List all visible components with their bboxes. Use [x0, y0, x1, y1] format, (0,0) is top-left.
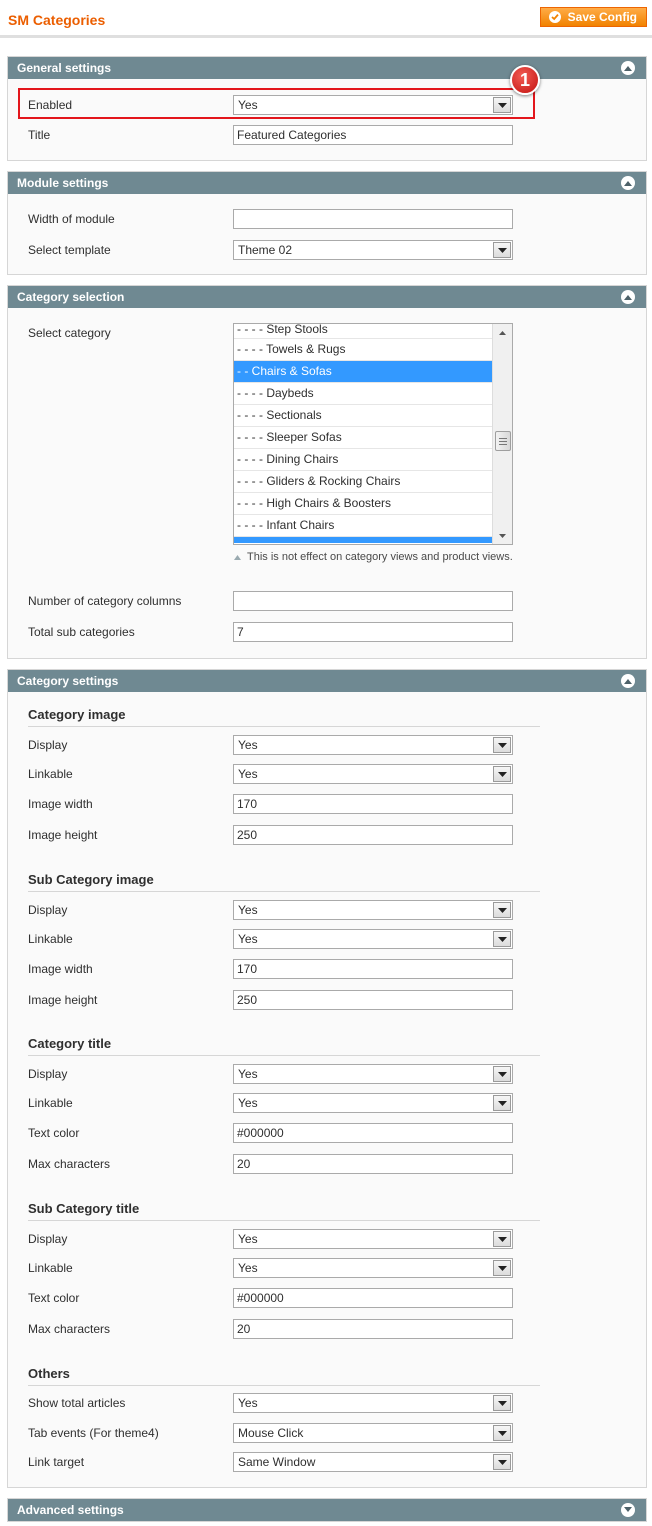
category-selection-section — [7, 285, 647, 659]
field-input[interactable] — [233, 1154, 513, 1174]
linkable-label: Linkable — [28, 1096, 73, 1110]
display-select[interactable] — [233, 900, 513, 920]
scroll-down-icon[interactable] — [493, 527, 512, 544]
field-label: Image height — [28, 993, 98, 1007]
display-label: Display — [28, 738, 68, 752]
category-columns-input[interactable] — [233, 591, 513, 611]
field-label: Image height — [28, 828, 98, 842]
select-template-label: Select template — [28, 243, 111, 257]
collapse-up-icon[interactable] — [621, 176, 635, 190]
linkable-select[interactable] — [233, 929, 513, 949]
chevron-down-icon — [493, 1425, 511, 1441]
chevron-down-icon — [493, 902, 511, 918]
group-heading: Category title — [28, 1036, 540, 1056]
show-total-articles-label: Show total articles — [28, 1396, 126, 1410]
select-template-select[interactable] — [233, 240, 513, 260]
note-text — [234, 548, 524, 566]
link-target-label: Link target — [28, 1455, 85, 1469]
triangle-up-icon — [234, 548, 241, 566]
linkable-select[interactable] — [233, 1258, 513, 1278]
advanced-settings-header[interactable] — [8, 1499, 646, 1521]
select-value: Yes — [238, 1067, 258, 1081]
show-total-articles-select[interactable] — [233, 1393, 513, 1413]
tab-events-select[interactable] — [233, 1423, 513, 1443]
enabled-label: Enabled — [28, 98, 73, 112]
select-value: Yes — [238, 1096, 258, 1110]
select-value: Yes — [238, 903, 258, 917]
display-select[interactable] — [233, 1229, 513, 1249]
tab-events-label: Tab events (For theme4) — [28, 1426, 159, 1440]
check-icon — [549, 11, 561, 23]
display-select[interactable] — [233, 1064, 513, 1084]
field-label: Image width — [28, 797, 93, 811]
list-item[interactable]: - - - - High Chairs & Boosters — [234, 493, 492, 515]
width-of-module-label: Width of module — [28, 212, 115, 226]
general-settings-header[interactable] — [8, 57, 646, 79]
total-sub-categories-input[interactable] — [233, 622, 513, 642]
select-value: Yes — [238, 932, 258, 946]
field-input[interactable] — [233, 1123, 513, 1143]
section-title: Advanced settings — [17, 1503, 124, 1517]
width-of-module-input[interactable] — [233, 209, 513, 229]
select-value: Yes — [238, 738, 258, 752]
collapse-up-icon[interactable] — [621, 61, 635, 75]
linkable-label: Linkable — [28, 767, 73, 781]
field-label: Text color — [28, 1291, 80, 1305]
list-item[interactable]: - - - - Daybeds — [234, 383, 492, 405]
field-label: Text color — [28, 1126, 80, 1140]
category-settings-header[interactable] — [8, 670, 646, 692]
save-config-label: Save Config — [567, 10, 637, 24]
field-label: Max characters — [28, 1322, 111, 1336]
title-label: Title — [28, 128, 51, 142]
list-item[interactable]: - - - - Towels & Rugs — [234, 339, 492, 361]
title-input[interactable] — [233, 125, 513, 145]
highlight-box — [18, 88, 535, 119]
general-settings-section — [7, 56, 647, 161]
display-label: Display — [28, 1067, 68, 1081]
category-listbox[interactable] — [233, 323, 513, 545]
module-settings-section — [7, 171, 647, 275]
save-config-button[interactable] — [540, 7, 647, 27]
list-item[interactable]: - - Chairs & Sofas — [234, 361, 492, 383]
list-item[interactable]: - - - - Infant Chairs — [234, 515, 492, 537]
category-selection-header[interactable] — [8, 286, 646, 308]
chevron-down-icon — [493, 1066, 511, 1082]
expand-down-icon[interactable] — [621, 1503, 635, 1517]
list-item[interactable]: - - - - Dining Chairs — [234, 449, 492, 471]
chevron-down-icon — [493, 1095, 511, 1111]
chevron-down-icon — [493, 1395, 511, 1411]
section-title: Category settings — [17, 674, 119, 688]
linkable-label: Linkable — [28, 1261, 73, 1275]
list-item[interactable]: - - - - Gliders & Rocking Chairs — [234, 471, 492, 493]
group-heading: Sub Category title — [28, 1201, 540, 1221]
field-label: Max characters — [28, 1157, 111, 1171]
field-input[interactable] — [233, 1288, 513, 1308]
chevron-down-icon — [493, 1260, 511, 1276]
select-value: Yes — [238, 1261, 258, 1275]
chevron-down-icon — [493, 766, 511, 782]
advanced-settings-section — [7, 1498, 647, 1522]
list-item[interactable]: - - - - Step Stools — [234, 324, 492, 339]
field-input[interactable] — [233, 959, 513, 979]
select-value: Yes — [238, 1232, 258, 1246]
chevron-down-icon — [493, 737, 511, 753]
chevron-down-icon — [493, 242, 511, 258]
list-item[interactable]: - - - - Sectionals — [234, 405, 492, 427]
chevron-down-icon — [493, 1454, 511, 1470]
others-heading: Others — [28, 1366, 540, 1386]
linkable-select[interactable] — [233, 764, 513, 784]
category-settings-section — [7, 669, 647, 1488]
select-category-label: Select category — [28, 326, 111, 340]
collapse-up-icon[interactable] — [621, 674, 635, 688]
select-value: Yes — [238, 1396, 258, 1410]
chevron-down-icon — [493, 1231, 511, 1247]
section-title: Category selection — [17, 290, 125, 304]
field-input[interactable] — [233, 990, 513, 1010]
enabled-select-value: Yes — [238, 98, 258, 112]
list-item[interactable]: - - - - Sleeper Sofas — [234, 427, 492, 449]
field-input[interactable] — [233, 794, 513, 814]
field-input[interactable] — [233, 825, 513, 845]
linkable-label: Linkable — [28, 932, 73, 946]
page-header — [0, 0, 652, 38]
group-heading: Sub Category image — [28, 872, 540, 892]
field-label: Image width — [28, 962, 93, 976]
linkable-select[interactable] — [233, 1093, 513, 1113]
select-value: Mouse Click — [238, 1426, 304, 1440]
link-target-select[interactable] — [233, 1452, 513, 1472]
field-input[interactable] — [233, 1319, 513, 1339]
category-columns-label: Number of category columns — [28, 594, 182, 608]
select-value: Yes — [238, 767, 258, 781]
display-select[interactable] — [233, 735, 513, 755]
scroll-up-icon[interactable] — [493, 324, 512, 341]
group-heading: Category image — [28, 707, 540, 727]
total-sub-categories-label: Total sub categories — [28, 625, 135, 639]
scrollbar[interactable] — [492, 324, 512, 544]
list-item-partial[interactable] — [234, 537, 492, 543]
section-title: Module settings — [17, 176, 109, 190]
chevron-down-icon — [493, 931, 511, 947]
display-label: Display — [28, 1232, 68, 1246]
scroll-thumb[interactable] — [495, 431, 511, 451]
section-title: General settings — [17, 61, 112, 75]
collapse-up-icon[interactable] — [621, 290, 635, 304]
select-template-value: Theme 02 — [238, 243, 293, 257]
note-content: This is not effect on category views and product views. — [247, 551, 513, 563]
select-value: Same Window — [238, 1455, 316, 1469]
module-settings-header[interactable] — [8, 172, 646, 194]
display-label: Display — [28, 903, 68, 917]
page-title: SM Categories — [8, 12, 106, 28]
callout-badge: 1 — [510, 65, 540, 95]
